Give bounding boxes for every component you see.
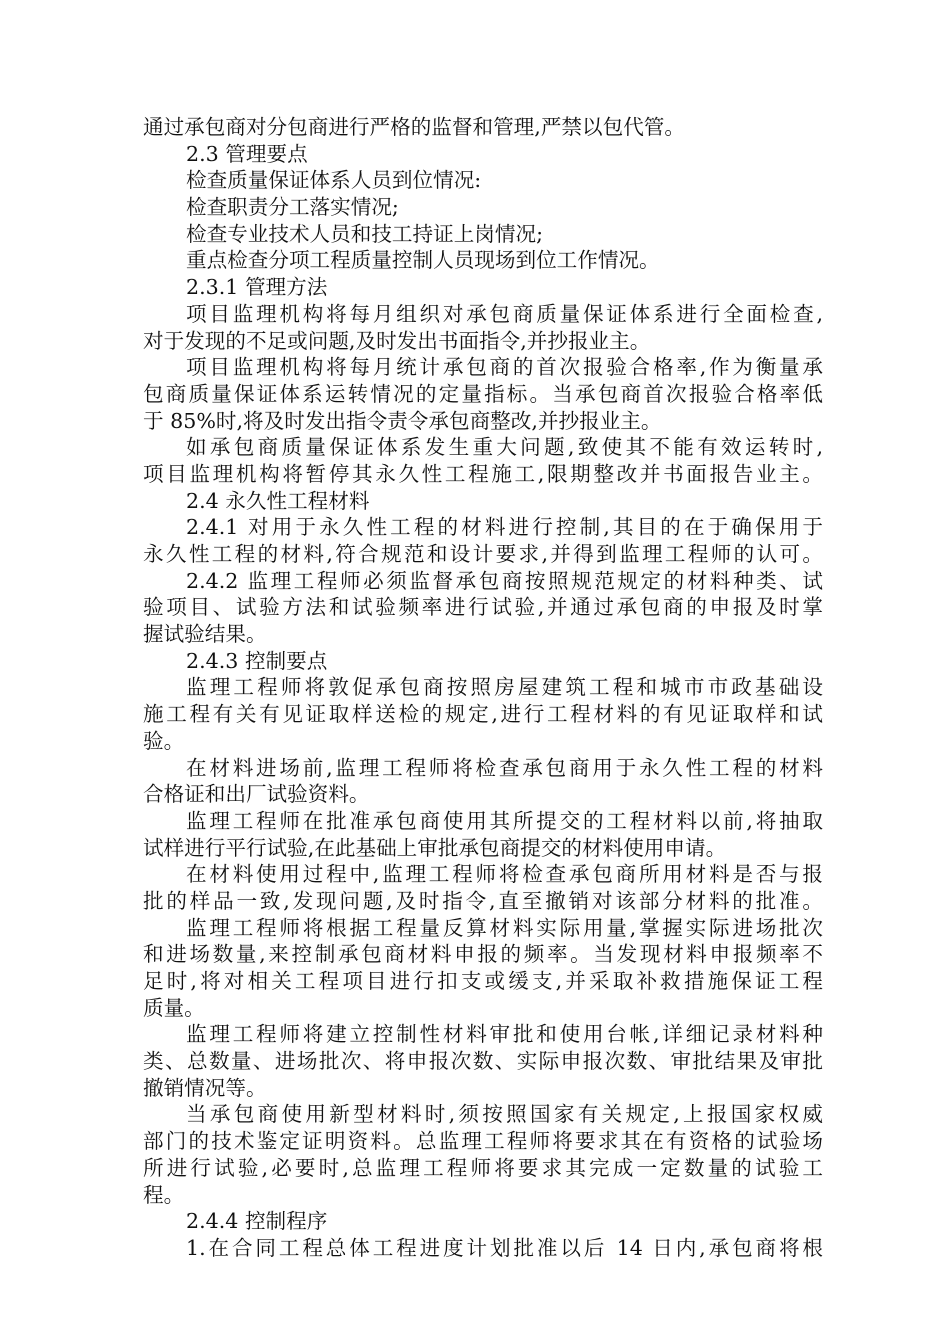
text-line: 2.4.3 控制要点 — [186, 648, 328, 673]
text-line: 项目监理机构将暂停其永久性工程施工,限期整改并书面报告业主。 — [143, 461, 823, 486]
text-line: 对于发现的不足或问题,及时发出书面指令,并抄报业主。 — [143, 328, 651, 353]
text-line: 监理工程师将建立控制性材料审批和使用台帐,详细记录材料种 — [186, 1022, 823, 1047]
text-line: 项目监理机构将每月组织对承包商质量保证体系进行全面检查, — [186, 301, 823, 326]
text-line: 所进行试验,必要时,总监理工程师将要求其完成一定数量的试验工 — [143, 1155, 823, 1180]
text-line: 和进场数量,来控制承包商材料申报的频率。当发现材料申报频率不 — [143, 942, 823, 967]
text-line: 类、总数量、进场批次、将申报次数、实际申报次数、审批结果及审批 — [143, 1049, 823, 1074]
text-line: 监理工程师在批准承包商使用其所提交的工程材料以前,将抽取 — [186, 808, 823, 833]
text-line: 监理工程师将根据工程量反算材料实际用量,掌握实际进场批次 — [186, 915, 823, 940]
text-line: 当承包商使用新型材料时,须按照国家有关规定,上报国家权威 — [186, 1102, 823, 1127]
text-line: 项目监理机构将每月统计承包商的首次报验合格率,作为衡量承 — [186, 355, 823, 380]
text-line: 2.3 管理要点 — [186, 141, 308, 166]
text-line: 施工程有关有见证取样送检的规定,进行工程材料的有见证取样和试 — [143, 702, 823, 727]
text-line: 重点检查分项工程质量控制人员现场到位工作情况。 — [186, 248, 660, 273]
text-line: 2.4.1 对用于永久性工程的材料进行控制,其目的在于确保用于 — [186, 515, 823, 540]
text-line: 部门的技术鉴定证明资料。总监理工程师将要求其在有资格的试验场 — [143, 1129, 823, 1154]
text-line: 验。 — [143, 728, 185, 753]
text-line: 合格证和出厂试验资料。 — [143, 782, 370, 807]
text-line: 试样进行平行试验,在此基础上审批承包商提交的材料使用申请。 — [143, 835, 727, 860]
text-line: 2.4.4 控制程序 — [186, 1209, 328, 1234]
text-line: 检查专业技术人员和技工持证上岗情况; — [186, 221, 544, 246]
text-line: 2.4 永久性工程材料 — [186, 488, 370, 513]
text-line: 如承包商质量保证体系发生重大问题,致使其不能有效运转时, — [186, 435, 823, 460]
text-line: 监理工程师将敦促承包商按照房屋建筑工程和城市市政基础设 — [186, 675, 823, 700]
text-line: 2.4.2 监理工程师必须监督承包商按照规范规定的材料种类、试 — [186, 568, 823, 593]
document-page — [143, 114, 823, 1262]
text-line: 质量。 — [143, 995, 205, 1020]
text-line: 1.在合同工程总体工程进度计划批准以后 14 日内,承包商将根 — [186, 1235, 823, 1260]
text-line: 程。 — [143, 1182, 185, 1207]
text-line: 在材料进场前,监理工程师将检查承包商用于永久性工程的材料 — [186, 755, 823, 780]
text-line: 批的样品一致,发现问题,及时指令,直至撤销对该部分材料的批准。 — [143, 888, 823, 913]
text-line: 验项目、试验方法和试验频率进行试验,并通过承包商的申报及时掌 — [143, 595, 823, 620]
text-line: 永久性工程的材料,符合规范和设计要求,并得到监理工程师的认可。 — [143, 542, 823, 566]
text-line: 足时,将对相关工程项目进行扣支或缓支,并采取补救措施保证工程 — [143, 969, 823, 993]
text-line: 于 85%时,将及时发出指令责令承包商整改,并抄报业主。 — [143, 408, 662, 433]
text-line: 握试验结果。 — [143, 622, 267, 647]
text-line: 检查职责分工落实情况; — [186, 195, 399, 220]
text-line: 检查质量保证体系人员到位情况: — [186, 168, 482, 193]
text-line: 通过承包商对分包商进行严格的监督和管理,严禁以包代管。 — [143, 115, 685, 139]
text-line: 在材料使用过程中,监理工程师将检查承包商所用材料是否与报 — [186, 862, 823, 887]
text-line: 2.3.1 管理方法 — [186, 275, 328, 300]
text-line: 包商质量保证体系运转情况的定量指标。当承包商首次报验合格率低 — [143, 381, 823, 406]
text-line: 撤销情况等。 — [143, 1075, 267, 1100]
